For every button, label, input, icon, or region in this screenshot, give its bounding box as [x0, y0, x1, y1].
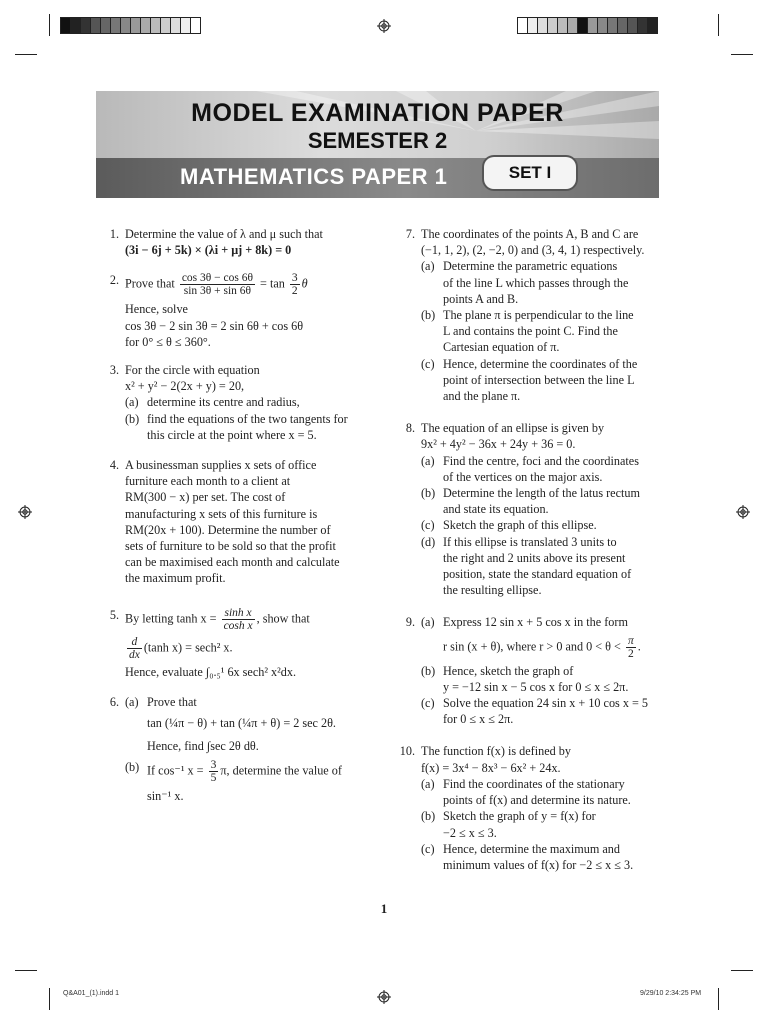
question-number: 3. [109, 363, 119, 378]
question-number: 5. [109, 607, 119, 622]
sub-question-a: (a) determine its centre and radius, [125, 395, 300, 410]
questions-column-right [396, 226, 666, 887]
question-text: for 0° ≤ θ ≤ 360°. [125, 334, 211, 349]
question-equation: (3i − 6j + 5k) × (λi + μj + 8k) = 0 [125, 243, 292, 258]
question-10 [396, 743, 666, 873]
sub-question-a: (a) Prove that tan (¼π − θ) + tan (¼π + θ) = 2 sec 2θ. Hence, find ∫sec 2θ dθ. [125, 694, 336, 754]
fraction: $\frac{d}{dx}$ [129, 635, 140, 661]
crop-mark [15, 970, 37, 971]
question-7 [396, 226, 666, 404]
question-text: The coordinates of the points A, B and C are [421, 227, 639, 241]
question-equation: f(x) = 3x⁴ − 8x³ − 6x² + 24x. [421, 760, 561, 775]
fraction: $\frac{\text{sinh x}}{\text{cosh x}}$ [223, 606, 253, 632]
sub-question-b: (b) Determine the length of the latus rectum and state its equation. [421, 486, 640, 517]
question-number: 8. [405, 421, 415, 436]
question-text: furniture each month to a client at [125, 474, 291, 489]
sub-question-b: (b) The plane π is perpendicular to the line L and contains the point C. Find the Cartesian equation of π. [421, 308, 634, 355]
slug-timestamp: 9/29/10 2:34:25 PM [640, 990, 702, 997]
question-text: the maximum profit. [125, 571, 226, 586]
question-5 [100, 607, 370, 680]
registration-mark-right [736, 505, 750, 519]
sub-question-a: (a) Determine the parametric equations of the line L which passes through the points A and B. [421, 259, 629, 306]
sub-question-a: (a) Express 12 sin x + 5 cos x in the form r sin (x + θ), where r > 0 and 0 < θ < $\frac{\pi}{2}$ . [421, 615, 641, 660]
paper-title: MATHEMATICS PAPER 1 [180, 164, 448, 189]
question-number: 10. [399, 744, 415, 759]
question-text: sets of furniture to be sold so that the profit [125, 539, 336, 554]
question-number: 6. [109, 694, 119, 709]
sub-question-c: (c) Hence, determine the coordinates of the point of intersection between the line L and the plane π. [421, 356, 638, 404]
question-text: manufacturing x sets of this furniture is [125, 506, 318, 521]
question-equation: 9x² + 4y² − 36x + 24y + 36 = 0. [421, 437, 576, 452]
crop-mark [49, 14, 50, 36]
question-text: Hence, evaluate ∫₀.₅¹ 6x sech² x²dx. [125, 664, 297, 679]
question-text: For the circle with equation [125, 363, 260, 378]
question-text: The equation of an ellipse is given by [421, 421, 605, 436]
set-badge: SET I [484, 157, 576, 189]
color-bar-right [517, 17, 657, 34]
question-number: 1. [109, 227, 119, 241]
question-text: A businessman supplies x sets of office [125, 458, 317, 473]
crop-mark [731, 970, 753, 971]
sub-question-b: (b) Hence, sketch the graph of y = −12 sin x − 5 cos x for 0 ≤ x ≤ 2π. [421, 663, 629, 694]
sub-question-a: (a) Find the coordinates of the stationary points of f(x) and determine its nature. [421, 776, 631, 808]
question-6 [100, 694, 370, 805]
fraction: $\frac{3}{5}$ [210, 759, 217, 785]
crop-mark [718, 988, 719, 1010]
question-8 [396, 420, 666, 598]
fraction: $\frac{\pi}{2}$ [627, 634, 634, 660]
crop-mark [718, 14, 719, 36]
crop-mark [15, 54, 37, 55]
question-4 [100, 457, 370, 587]
question-number: 9. [405, 615, 415, 630]
sub-question-c: (c) Hence, determine the maximum and minimum values of f(x) for −2 ≤ x ≤ 3. [421, 841, 634, 872]
sub-question-a: (a) Find the centre, foci and the coordinates of the vertices on the major axis. [421, 453, 639, 484]
question-number: 2. [109, 273, 119, 288]
sub-question-c: (c) Solve the equation 24 sin x + 10 cos x = 5 for 0 ≤ x ≤ 2π. [421, 696, 649, 727]
fraction: $\frac{3}{2}$ [291, 272, 298, 298]
question-text: Hence, solve [125, 302, 188, 317]
question-3 [100, 362, 370, 443]
question-text: RM(20x + 100). Determine the number of [125, 522, 331, 537]
registration-mark-top [377, 19, 391, 33]
color-bar-left [60, 17, 200, 34]
sub-question-c: (c) Sketch the graph of this ellipse. [421, 518, 597, 533]
banner-title-line2: SEMESTER 2 [307, 128, 448, 153]
fraction: $\frac{\cos 3\theta - \cos 6\theta}{\sin 3\theta + \sin 6\theta}$ [181, 272, 253, 298]
registration-mark-left [18, 505, 32, 519]
question-text: The function f(x) is defined by [421, 744, 571, 759]
question-text: RM(300 − x) per set. The cost of [125, 490, 286, 505]
question-equation: x² + y² − 2(2x + y) = 20, [125, 379, 245, 394]
page-number: 1 [380, 901, 388, 916]
question-equation: cos 3θ − 2 sin 3θ = 2 sin 6θ + cos 6θ [125, 318, 304, 333]
sub-question-b: (b) find the equations of the two tangents for this circle at the point where x = 5. [125, 411, 348, 442]
question-number: 4. [109, 458, 119, 473]
question-equation: $\frac{d}{dx}$ (tanh x) = sech² x. [129, 635, 233, 661]
crop-mark [731, 54, 753, 55]
question-9 [396, 614, 666, 727]
crop-mark [49, 988, 50, 1010]
question-number: 7. [405, 227, 415, 241]
question-text: (−1, 1, 2), (2, −2, 0) and (3, 4, 1) respectively. [421, 243, 645, 258]
question-2 [100, 272, 370, 350]
question-equation: Prove that $\frac{\cos 3\theta - \cos 6\theta}{\sin 3\theta + \sin 6\theta}$ = tan $\frac{3}{2}$ θ [125, 272, 308, 298]
sub-question-b: (b) If cos⁻¹ x = $\frac{3}{5}$ π, determine the value of sin⁻¹ x. [125, 759, 342, 804]
registration-mark-bottom [377, 990, 391, 1004]
questions-column-left [100, 226, 370, 819]
question-text: can be maximised each month and calculate [125, 555, 340, 570]
sub-question-d: (d) If this ellipse is translated 3 units to the right and 2 units above its present position, state the standard equation of the resulting ellipse. [421, 534, 632, 598]
sub-question-b: (b) Sketch the graph of y = f(x) for −2 ≤ x ≤ 3. [421, 809, 596, 840]
question-text: Determine the value of λ and μ such that [125, 227, 323, 241]
banner-title-line1: MODEL EXAMINATION PAPER [191, 99, 564, 127]
question-1 [100, 226, 370, 258]
slug-filename: Q&A01_(1).indd 1 [63, 990, 120, 997]
question-equation: By letting tanh x = $\frac{\text{sinh x}}{\text{cosh x}}$ , show that [125, 606, 310, 632]
